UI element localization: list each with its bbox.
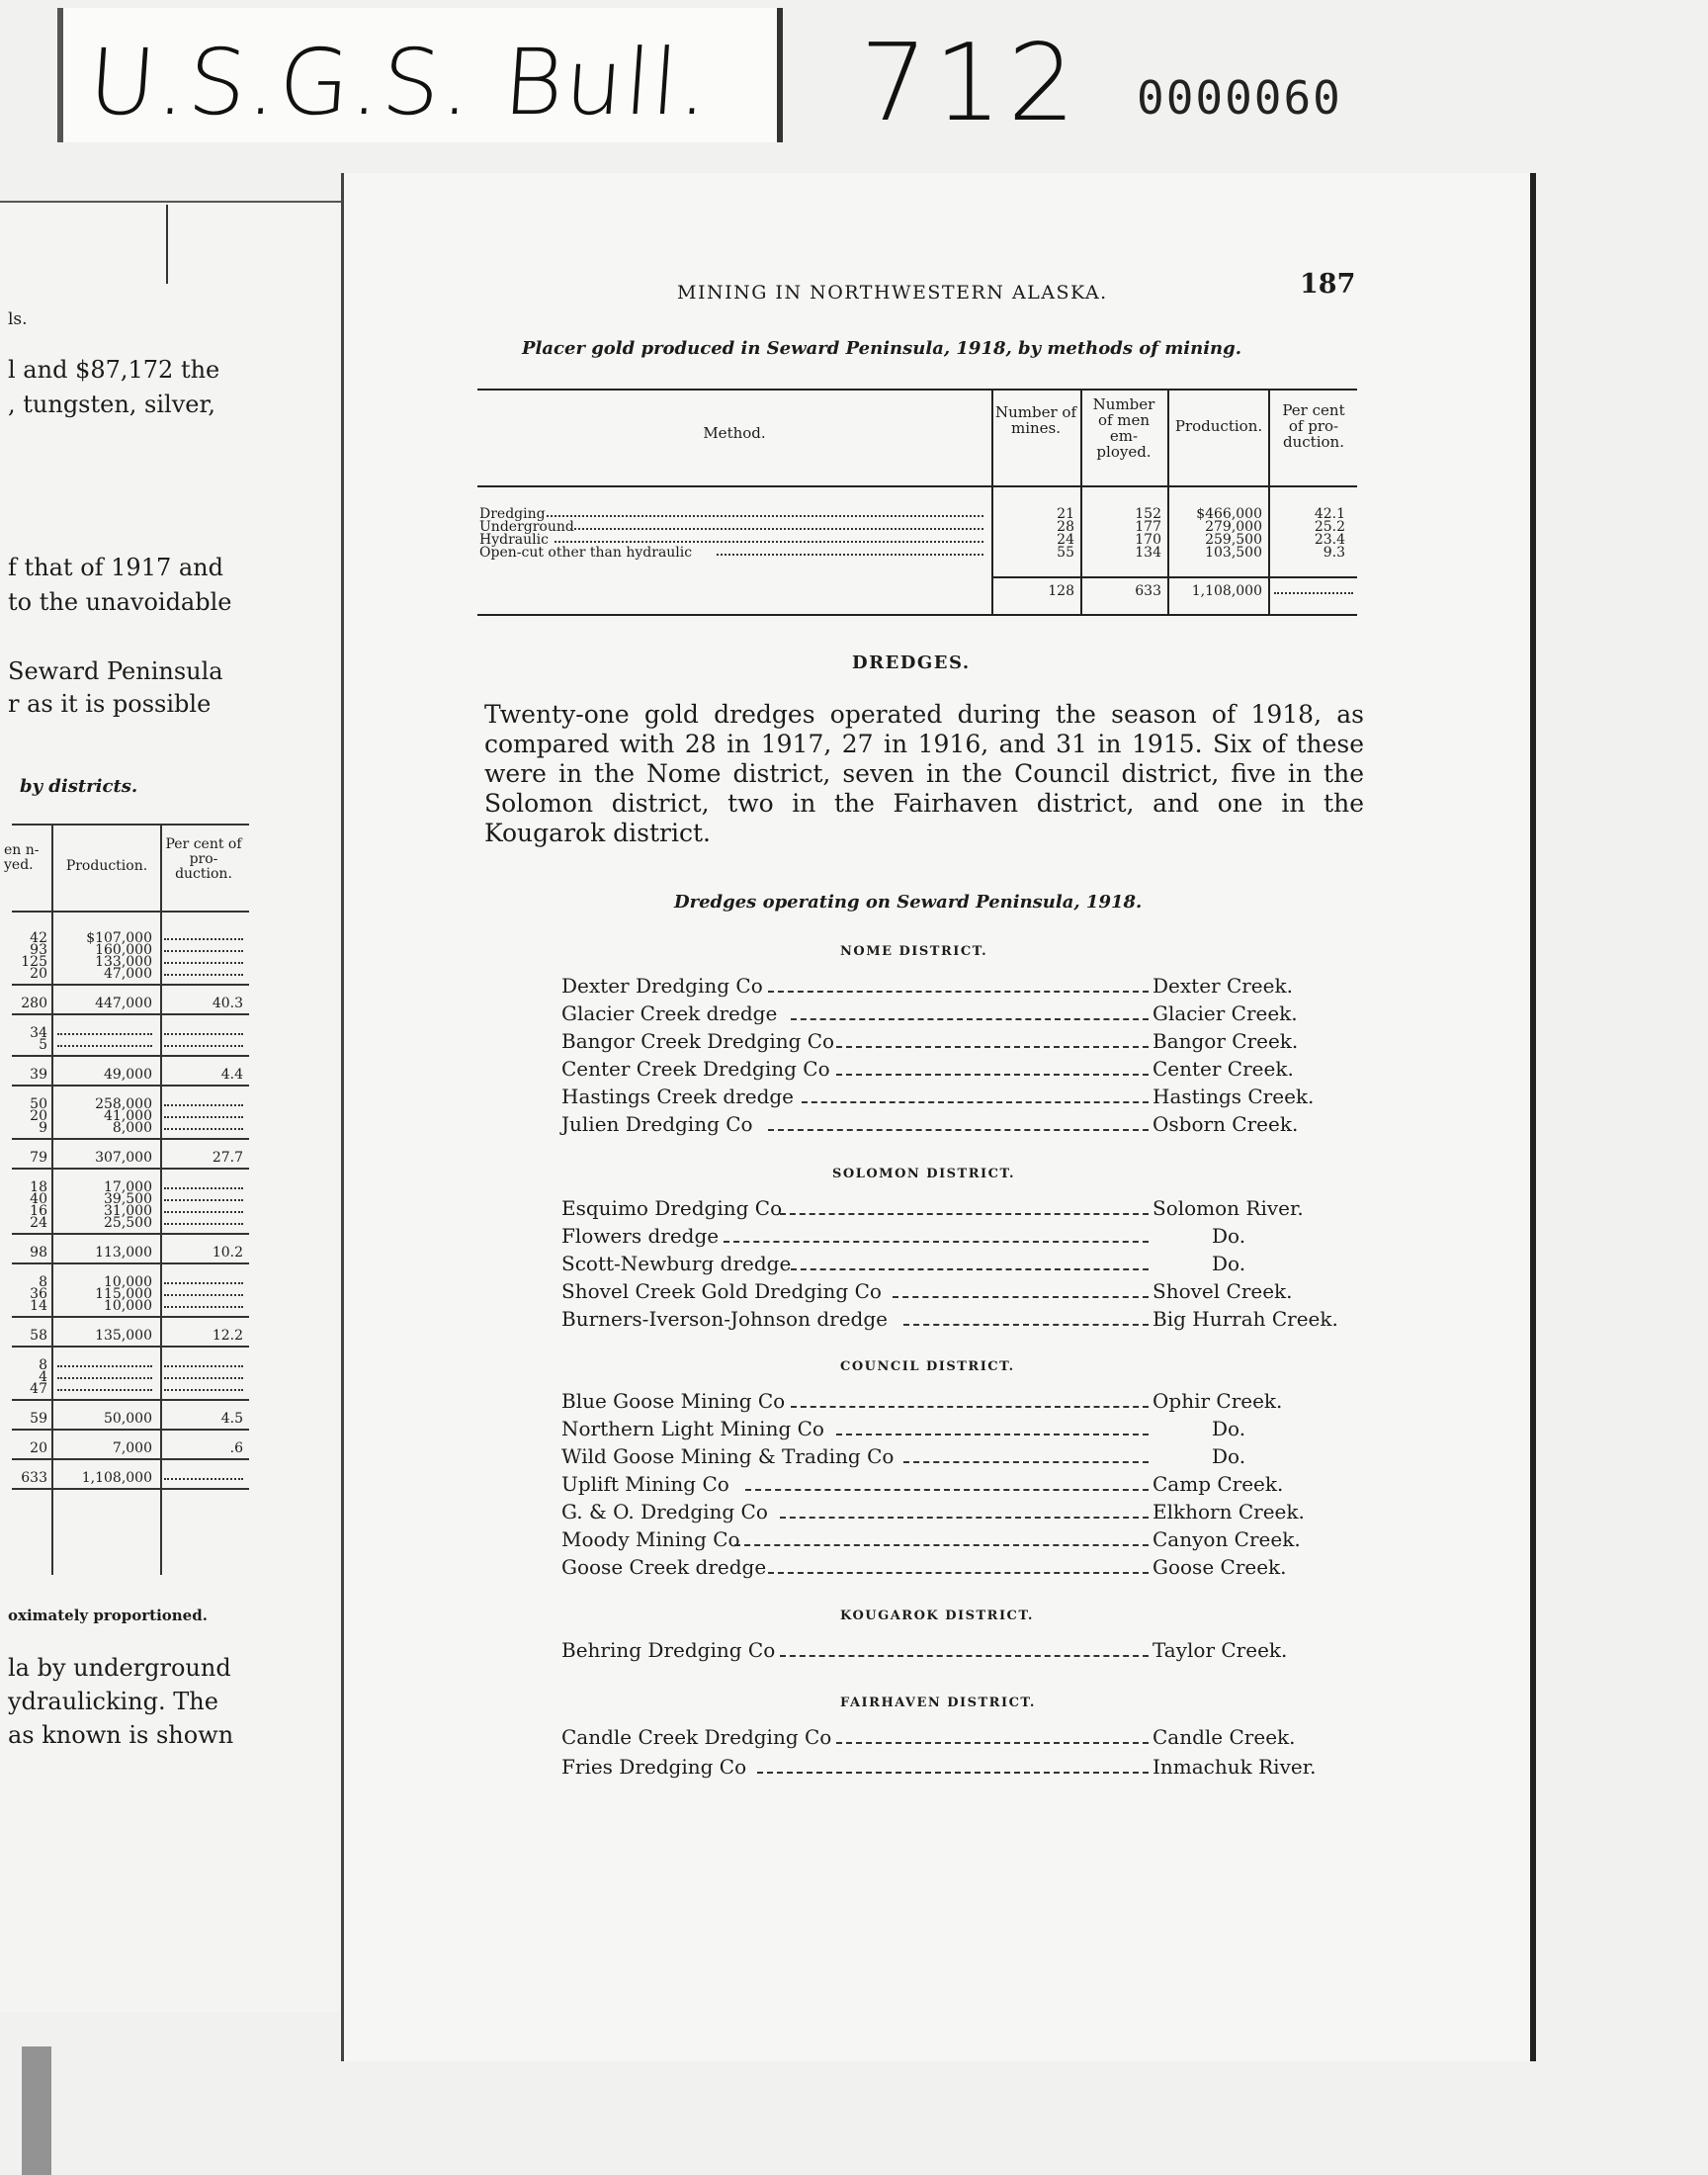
percent-cell: 23.4 xyxy=(1314,532,1345,548)
left-production-cell: 39,500 xyxy=(104,1191,152,1207)
table-rule xyxy=(12,1055,249,1057)
dredge-location: Do. xyxy=(1212,1224,1246,1248)
left-leader xyxy=(164,1199,243,1201)
left-percent-cell: .6 xyxy=(229,1440,243,1456)
left-men-cell: 20 xyxy=(30,1440,47,1456)
dredge-leader xyxy=(745,1489,1149,1491)
dredge-name: Julien Dredging Co xyxy=(561,1112,753,1136)
dredge-row xyxy=(561,1555,1372,1581)
dredge-name: Behring Dredging Co xyxy=(561,1638,776,1662)
table-rule xyxy=(477,614,1357,616)
left-leader xyxy=(164,1306,243,1308)
header-method: Method. xyxy=(703,424,766,442)
left-leader xyxy=(164,1223,243,1225)
production-cell: 103,500 xyxy=(1205,545,1262,561)
left-production-cell: 17,000 xyxy=(104,1179,152,1195)
dredge-location: Shovel Creek. xyxy=(1153,1279,1293,1303)
dredge-name: Dexter Dredging Co xyxy=(561,974,763,998)
left-leader xyxy=(57,1033,152,1035)
table-rule xyxy=(477,389,1357,391)
dredge-leader xyxy=(780,1517,1149,1519)
table-rule xyxy=(12,824,249,826)
left-production-cell: 50,000 xyxy=(104,1411,152,1427)
left-leader xyxy=(164,1282,243,1284)
left-leader xyxy=(164,1377,243,1379)
table-rule xyxy=(12,1399,249,1401)
left-leader xyxy=(164,1187,243,1189)
district-heading: NOME DISTRICT. xyxy=(840,944,988,959)
left-production-cell: 47,000 xyxy=(104,966,152,982)
table-rule xyxy=(12,1429,249,1431)
dredge-location: Do. xyxy=(1212,1444,1246,1468)
mines-cell: 55 xyxy=(1057,545,1074,561)
dredge-leader xyxy=(791,1018,1149,1020)
left-men-cell: 16 xyxy=(30,1203,47,1219)
left-caption: by districts. xyxy=(20,776,138,797)
left-men-cell: 39 xyxy=(30,1067,47,1083)
table-rule xyxy=(12,1085,249,1087)
frame-stamp: 0000060 xyxy=(1137,71,1342,125)
left-production-cell: 8,000 xyxy=(112,1120,152,1136)
dredge-name: Candle Creek Dredging Co xyxy=(561,1725,832,1749)
left-men-cell: 8 xyxy=(39,1274,47,1290)
dredge-row xyxy=(561,1112,1372,1138)
method-name: Open-cut other than hydraulic xyxy=(479,545,693,561)
left-men-cell: 4 xyxy=(39,1369,47,1385)
column-rule xyxy=(991,389,993,614)
dredge-location: Elkhorn Creek. xyxy=(1153,1500,1305,1523)
header-production: Production. xyxy=(1174,417,1263,435)
scan-shadow xyxy=(22,2046,51,2175)
left-men-cell: 20 xyxy=(30,966,47,982)
left-leader xyxy=(57,1365,152,1367)
column-rule xyxy=(166,205,168,284)
left-percent-cell: 4.5 xyxy=(220,1411,243,1427)
row-leader xyxy=(547,515,983,517)
mines-cell: 24 xyxy=(1057,532,1074,548)
running-head: MINING IN NORTHWESTERN ALASKA. xyxy=(677,282,1108,304)
dredge-row xyxy=(561,1500,1372,1525)
left-men-cell: 58 xyxy=(30,1328,47,1344)
method-name: Dredging xyxy=(479,506,546,522)
dredge-leader xyxy=(903,1324,1149,1326)
dredge-leader xyxy=(724,1241,1149,1243)
left-production-cell: 7,000 xyxy=(112,1440,152,1456)
table-rule xyxy=(12,1488,249,1490)
left-line: r as it is possible xyxy=(8,690,212,718)
dredge-location: Center Creek. xyxy=(1153,1057,1294,1081)
body-paragraph: Twenty-one gold dredges operated during the season of 1918, as compared with 28 in 1917, 27 in 1916, and 31 in 1915. Six of these were in the Nome district, seven in the Council district, five in the Solomon district, two in the Fairhaven district, and one in the Kougarok district. xyxy=(484,700,1364,847)
left-production-cell: 49,000 xyxy=(104,1067,152,1083)
dredge-location: Big Hurrah Creek. xyxy=(1153,1307,1338,1331)
left-production-cell: 115,000 xyxy=(95,1286,152,1302)
dredge-location: Osborn Creek. xyxy=(1153,1112,1299,1136)
dredge-leader xyxy=(893,1296,1149,1298)
left-percent-cell: 10.2 xyxy=(212,1245,243,1261)
dredge-location: Dexter Creek. xyxy=(1153,974,1293,998)
left-men-cell: 42 xyxy=(30,930,47,946)
left-leader xyxy=(164,938,243,940)
left-men-cell: 34 xyxy=(30,1025,47,1041)
dredge-row xyxy=(561,1001,1372,1027)
left-leader xyxy=(164,1365,243,1367)
dredge-name: Scott-Newburg dredge xyxy=(561,1252,792,1275)
table-rule xyxy=(12,911,249,913)
left-production-cell: 258,000 xyxy=(95,1096,152,1112)
left-leader xyxy=(164,1045,243,1047)
left-footnote: oximately proportioned. xyxy=(8,1607,208,1624)
left-leader xyxy=(164,1389,243,1391)
dredge-name: Flowers dredge xyxy=(561,1224,720,1248)
dredge-row xyxy=(561,1307,1372,1333)
dredge-name: Blue Goose Mining Co xyxy=(561,1389,786,1413)
left-line: la by underground xyxy=(8,1654,231,1682)
previous-page xyxy=(0,201,390,2012)
left-production-cell: 307,000 xyxy=(95,1150,152,1166)
left-production-cell: 25,500 xyxy=(104,1215,152,1231)
percent-cell: 25.2 xyxy=(1314,519,1345,535)
total-men: 633 xyxy=(1135,583,1161,599)
dredge-location: Bangor Creek. xyxy=(1153,1029,1299,1053)
header-mines: Number of mines. xyxy=(995,403,1077,437)
header-percent: Per cent of pro- duction. xyxy=(1282,401,1345,451)
dredge-row xyxy=(561,974,1372,1000)
dredge-location: Ophir Creek. xyxy=(1153,1389,1283,1413)
total-mines: 128 xyxy=(1048,583,1074,599)
table-caption: Placer gold produced in Seward Peninsula, 1918, by methods of mining. xyxy=(522,338,1241,359)
left-production-cell: 41,000 xyxy=(104,1108,152,1124)
table-rule xyxy=(12,1346,249,1348)
district-heading: SOLOMON DISTRICT. xyxy=(832,1167,1015,1181)
left-leader xyxy=(164,1033,243,1035)
dredge-location: Hastings Creek. xyxy=(1153,1085,1315,1108)
method-name: Hydraulic xyxy=(479,532,549,548)
production-cell: 259,500 xyxy=(1205,532,1262,548)
column-rule xyxy=(160,824,162,1575)
left-percent-cell: 27.7 xyxy=(212,1150,243,1166)
left-line: , tungsten, silver, xyxy=(8,391,215,418)
dredge-leader xyxy=(836,1434,1149,1436)
row-leader xyxy=(555,541,983,543)
dredge-name: Wild Goose Mining & Trading Co xyxy=(561,1444,895,1468)
left-production-cell: $107,000 xyxy=(86,930,152,946)
dredge-location: Canyon Creek. xyxy=(1153,1527,1301,1551)
left-production-cell: 10,000 xyxy=(104,1298,152,1314)
men-cell: 134 xyxy=(1135,545,1161,561)
table-rule xyxy=(12,1262,249,1264)
left-men-cell: 14 xyxy=(30,1298,47,1314)
left-leader xyxy=(164,1128,243,1130)
production-cell: 279,000 xyxy=(1205,519,1262,535)
dredge-row xyxy=(561,1224,1372,1250)
dredge-location: Inmachuk River. xyxy=(1153,1755,1317,1779)
left-men-cell: 125 xyxy=(21,954,47,970)
left-production-cell: 447,000 xyxy=(95,996,152,1011)
left-line: l and $87,172 the xyxy=(8,356,220,384)
table-rule xyxy=(12,984,249,986)
dredge-leader xyxy=(802,1101,1149,1103)
table-rule xyxy=(12,1316,249,1318)
total-production: 1,108,000 xyxy=(1191,583,1262,599)
left-line: ls. xyxy=(8,309,28,329)
dredge-leader xyxy=(836,1742,1149,1744)
left-men-cell: 40 xyxy=(30,1191,47,1207)
left-men-cell: 93 xyxy=(30,942,47,958)
dredge-location: Solomon River. xyxy=(1153,1196,1304,1220)
dredge-leader xyxy=(791,1268,1149,1270)
dredge-location: Do. xyxy=(1212,1252,1246,1275)
left-men-cell: 8 xyxy=(39,1357,47,1373)
men-cell: 152 xyxy=(1135,506,1161,522)
left-production-cell: 133,000 xyxy=(95,954,152,970)
dredge-row xyxy=(561,1444,1372,1470)
left-men-cell: 280 xyxy=(21,996,47,1011)
dredge-location: Camp Creek. xyxy=(1153,1472,1284,1496)
dredge-name: Burners-Iverson-Johnson dredge xyxy=(561,1307,888,1331)
dredge-name: Glacier Creek dredge xyxy=(561,1001,778,1025)
dredge-location: Goose Creek. xyxy=(1153,1555,1287,1579)
method-name: Underground xyxy=(479,519,574,535)
district-heading: COUNCIL DISTRICT. xyxy=(840,1359,1015,1374)
left-col-header: en n- yed. xyxy=(4,842,40,873)
dredge-name: Hastings Creek dredge xyxy=(561,1085,795,1108)
men-cell: 177 xyxy=(1135,519,1161,535)
left-production-cell: 135,000 xyxy=(95,1328,152,1344)
dredge-name: Northern Light Mining Co xyxy=(561,1417,824,1440)
district-heading: KOUGAROK DISTRICT. xyxy=(840,1609,1034,1623)
page-number: 187 xyxy=(1300,269,1356,300)
dredge-leader xyxy=(780,1655,1149,1657)
left-leader xyxy=(164,950,243,952)
left-men-cell: 79 xyxy=(30,1150,47,1166)
left-production-cell: 160,000 xyxy=(95,942,152,958)
left-leader xyxy=(164,962,243,964)
dredge-location: Glacier Creek. xyxy=(1153,1001,1298,1025)
dredge-name: Uplift Mining Co xyxy=(561,1472,729,1496)
left-men-cell: 18 xyxy=(30,1179,47,1195)
dredge-name: Goose Creek dredge xyxy=(561,1555,767,1579)
dredge-row xyxy=(561,1279,1372,1305)
district-heading: FAIRHAVEN DISTRICT. xyxy=(840,1696,1036,1710)
left-men-cell: 59 xyxy=(30,1411,47,1427)
left-production-cell: 31,000 xyxy=(104,1203,152,1219)
left-production-cell: 113,000 xyxy=(95,1245,152,1261)
table-rule xyxy=(12,1458,249,1460)
dredge-row xyxy=(561,1417,1372,1442)
left-men-cell: 20 xyxy=(30,1108,47,1124)
dredge-row xyxy=(561,1527,1372,1553)
left-leader xyxy=(164,1211,243,1213)
dredge-name: Center Creek Dredging Co xyxy=(561,1057,830,1081)
dredge-row xyxy=(561,1057,1372,1083)
dredge-name: G. & O. Dredging Co xyxy=(561,1500,768,1523)
left-leader xyxy=(164,1116,243,1118)
list-caption: Dredges operating on Seward Peninsula, 1918. xyxy=(674,892,1143,913)
left-men-cell: 5 xyxy=(39,1037,47,1053)
left-men-cell: 36 xyxy=(30,1286,47,1302)
column-rule xyxy=(1268,389,1270,614)
left-line: ydraulicking. The xyxy=(8,1688,218,1715)
left-col-header: Per cent of pro- duction. xyxy=(165,836,242,882)
left-men-cell: 24 xyxy=(30,1215,47,1231)
dredge-row xyxy=(561,1252,1372,1277)
left-percent-cell: 4.4 xyxy=(220,1067,243,1083)
production-cell: $466,000 xyxy=(1196,506,1262,522)
dredge-row xyxy=(561,1389,1372,1415)
dredge-row xyxy=(561,1085,1372,1110)
mines-cell: 28 xyxy=(1057,519,1074,535)
row-leader xyxy=(570,528,983,530)
table-rule xyxy=(12,1168,249,1170)
left-production-cell: 10,000 xyxy=(104,1274,152,1290)
table-rule xyxy=(12,1233,249,1235)
dredge-leader xyxy=(836,1074,1149,1076)
dredge-row xyxy=(561,1638,1372,1664)
dredge-leader xyxy=(768,991,1149,993)
dredge-leader xyxy=(757,1772,1149,1774)
dredge-row xyxy=(561,1472,1372,1498)
table-rule xyxy=(12,1013,249,1015)
dredge-name: Fries Dredging Co xyxy=(561,1755,747,1779)
table-rule xyxy=(991,576,1357,578)
dredge-name: Moody Mining Co xyxy=(561,1527,740,1551)
dredge-row xyxy=(561,1196,1372,1222)
left-line: f that of 1917 and xyxy=(8,554,223,581)
dredge-leader xyxy=(768,1129,1149,1131)
dredge-location: Do. xyxy=(1212,1417,1246,1440)
header-men: Number of men em- ployed. xyxy=(1092,395,1155,461)
column-rule xyxy=(51,824,53,1575)
percent-cell: 42.1 xyxy=(1314,506,1345,522)
left-line: to the unavoidable xyxy=(8,588,232,616)
left-leader xyxy=(164,1104,243,1106)
section-title: DREDGES. xyxy=(852,652,971,673)
dredge-row xyxy=(561,1755,1372,1781)
dredge-name: Bangor Creek Dredging Co xyxy=(561,1029,835,1053)
left-men-cell: 633 xyxy=(21,1470,47,1486)
left-col-header: Production. xyxy=(65,858,148,874)
mines-cell: 21 xyxy=(1057,506,1074,522)
dredge-name: Shovel Creek Gold Dredging Co xyxy=(561,1279,882,1303)
dredge-name: Esquimo Dredging Co xyxy=(561,1196,783,1220)
left-percent-cell: 40.3 xyxy=(212,996,243,1011)
dredge-leader xyxy=(836,1046,1149,1048)
dredge-leader xyxy=(903,1461,1149,1463)
dredge-row xyxy=(561,1029,1372,1055)
total-percent-leader xyxy=(1274,592,1353,594)
handwritten-number: 712 xyxy=(860,22,1082,145)
left-men-cell: 47 xyxy=(30,1381,47,1397)
percent-cell: 9.3 xyxy=(1323,545,1345,561)
left-leader xyxy=(164,1478,243,1480)
dredge-location: Taylor Creek. xyxy=(1153,1638,1288,1662)
dredge-leader xyxy=(768,1572,1149,1574)
left-line: Seward Peninsula xyxy=(8,657,223,685)
table-rule xyxy=(12,1138,249,1140)
left-production-cell: 1,108,000 xyxy=(81,1470,152,1486)
handwritten-title: U.S.G.S. Bull. xyxy=(85,30,715,135)
column-rule xyxy=(1080,389,1082,614)
dredge-leader xyxy=(780,1213,1149,1215)
left-leader xyxy=(164,974,243,976)
row-leader xyxy=(717,554,983,556)
dredge-row xyxy=(561,1725,1372,1751)
left-leader xyxy=(57,1045,152,1047)
methods-table xyxy=(477,381,1357,618)
left-men-cell: 98 xyxy=(30,1245,47,1261)
left-men-cell: 50 xyxy=(30,1096,47,1112)
left-line: as known is shown xyxy=(8,1721,234,1749)
dredge-location: Candle Creek. xyxy=(1153,1725,1296,1749)
left-leader xyxy=(164,1294,243,1296)
left-percent-cell: 12.2 xyxy=(212,1328,243,1344)
left-leader xyxy=(57,1389,152,1391)
dredge-leader xyxy=(791,1406,1149,1408)
men-cell: 170 xyxy=(1135,532,1161,548)
dredge-leader xyxy=(734,1544,1149,1546)
left-men-cell: 9 xyxy=(39,1120,47,1136)
table-rule xyxy=(477,485,1357,487)
left-leader xyxy=(57,1377,152,1379)
